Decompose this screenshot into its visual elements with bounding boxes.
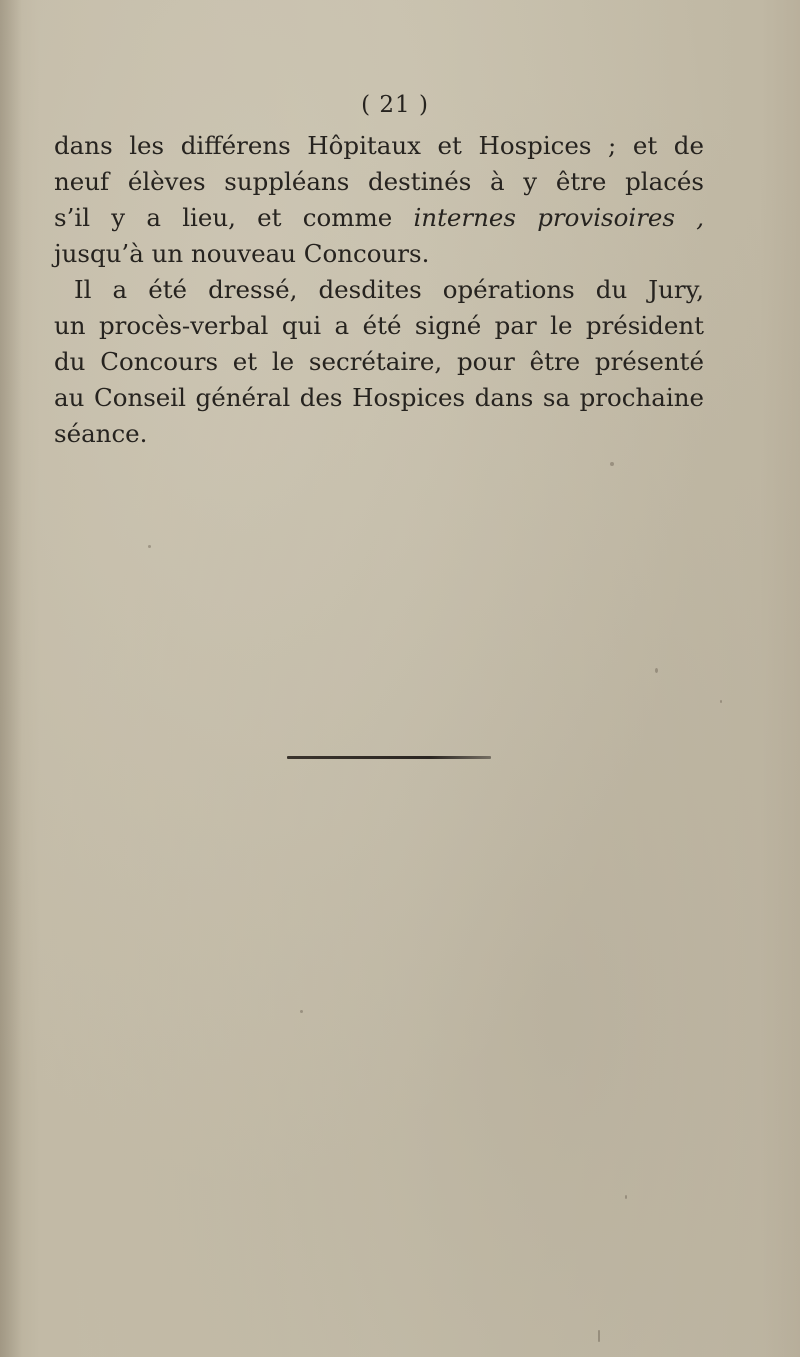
paper-speck [655,668,658,673]
text-line-5: Il a été dressé, desdites opérations du Jury, [74,275,704,304]
text-line-8: au Conseil général des Hospices dans sa prochaine [54,383,704,412]
paper-speck [720,700,722,703]
paper-speck [625,1195,627,1199]
text-line-4: jusqu’à un nouveau Concours. [54,239,430,268]
paper-speck [610,462,614,466]
italic-phrase: internes provisoires , [413,203,705,232]
text-line-3 [54,200,704,236]
text-line-1: dans les différens Hôpitaux et Hospices ; et de [54,131,704,160]
binding-shadow [0,0,22,1357]
body-text [54,128,704,452]
paper-speck [148,545,151,548]
text-line-9: séance. [54,419,148,448]
paper-speck [598,1330,600,1342]
section-rule [287,756,491,759]
text-line-6: un procès-verbal qui a été signé par le président [54,311,704,340]
text-line-2: neuf élèves suppléans destinés à y être placés [54,167,704,196]
paper-speck [300,1010,303,1013]
text-line-3-roman: s’il y a lieu, et comme [54,203,393,232]
text-line-7: du Concours et le secrétaire, pour être présenté [54,347,704,376]
page-number-text: ( 21 ) [361,92,429,118]
page-number [0,92,800,118]
